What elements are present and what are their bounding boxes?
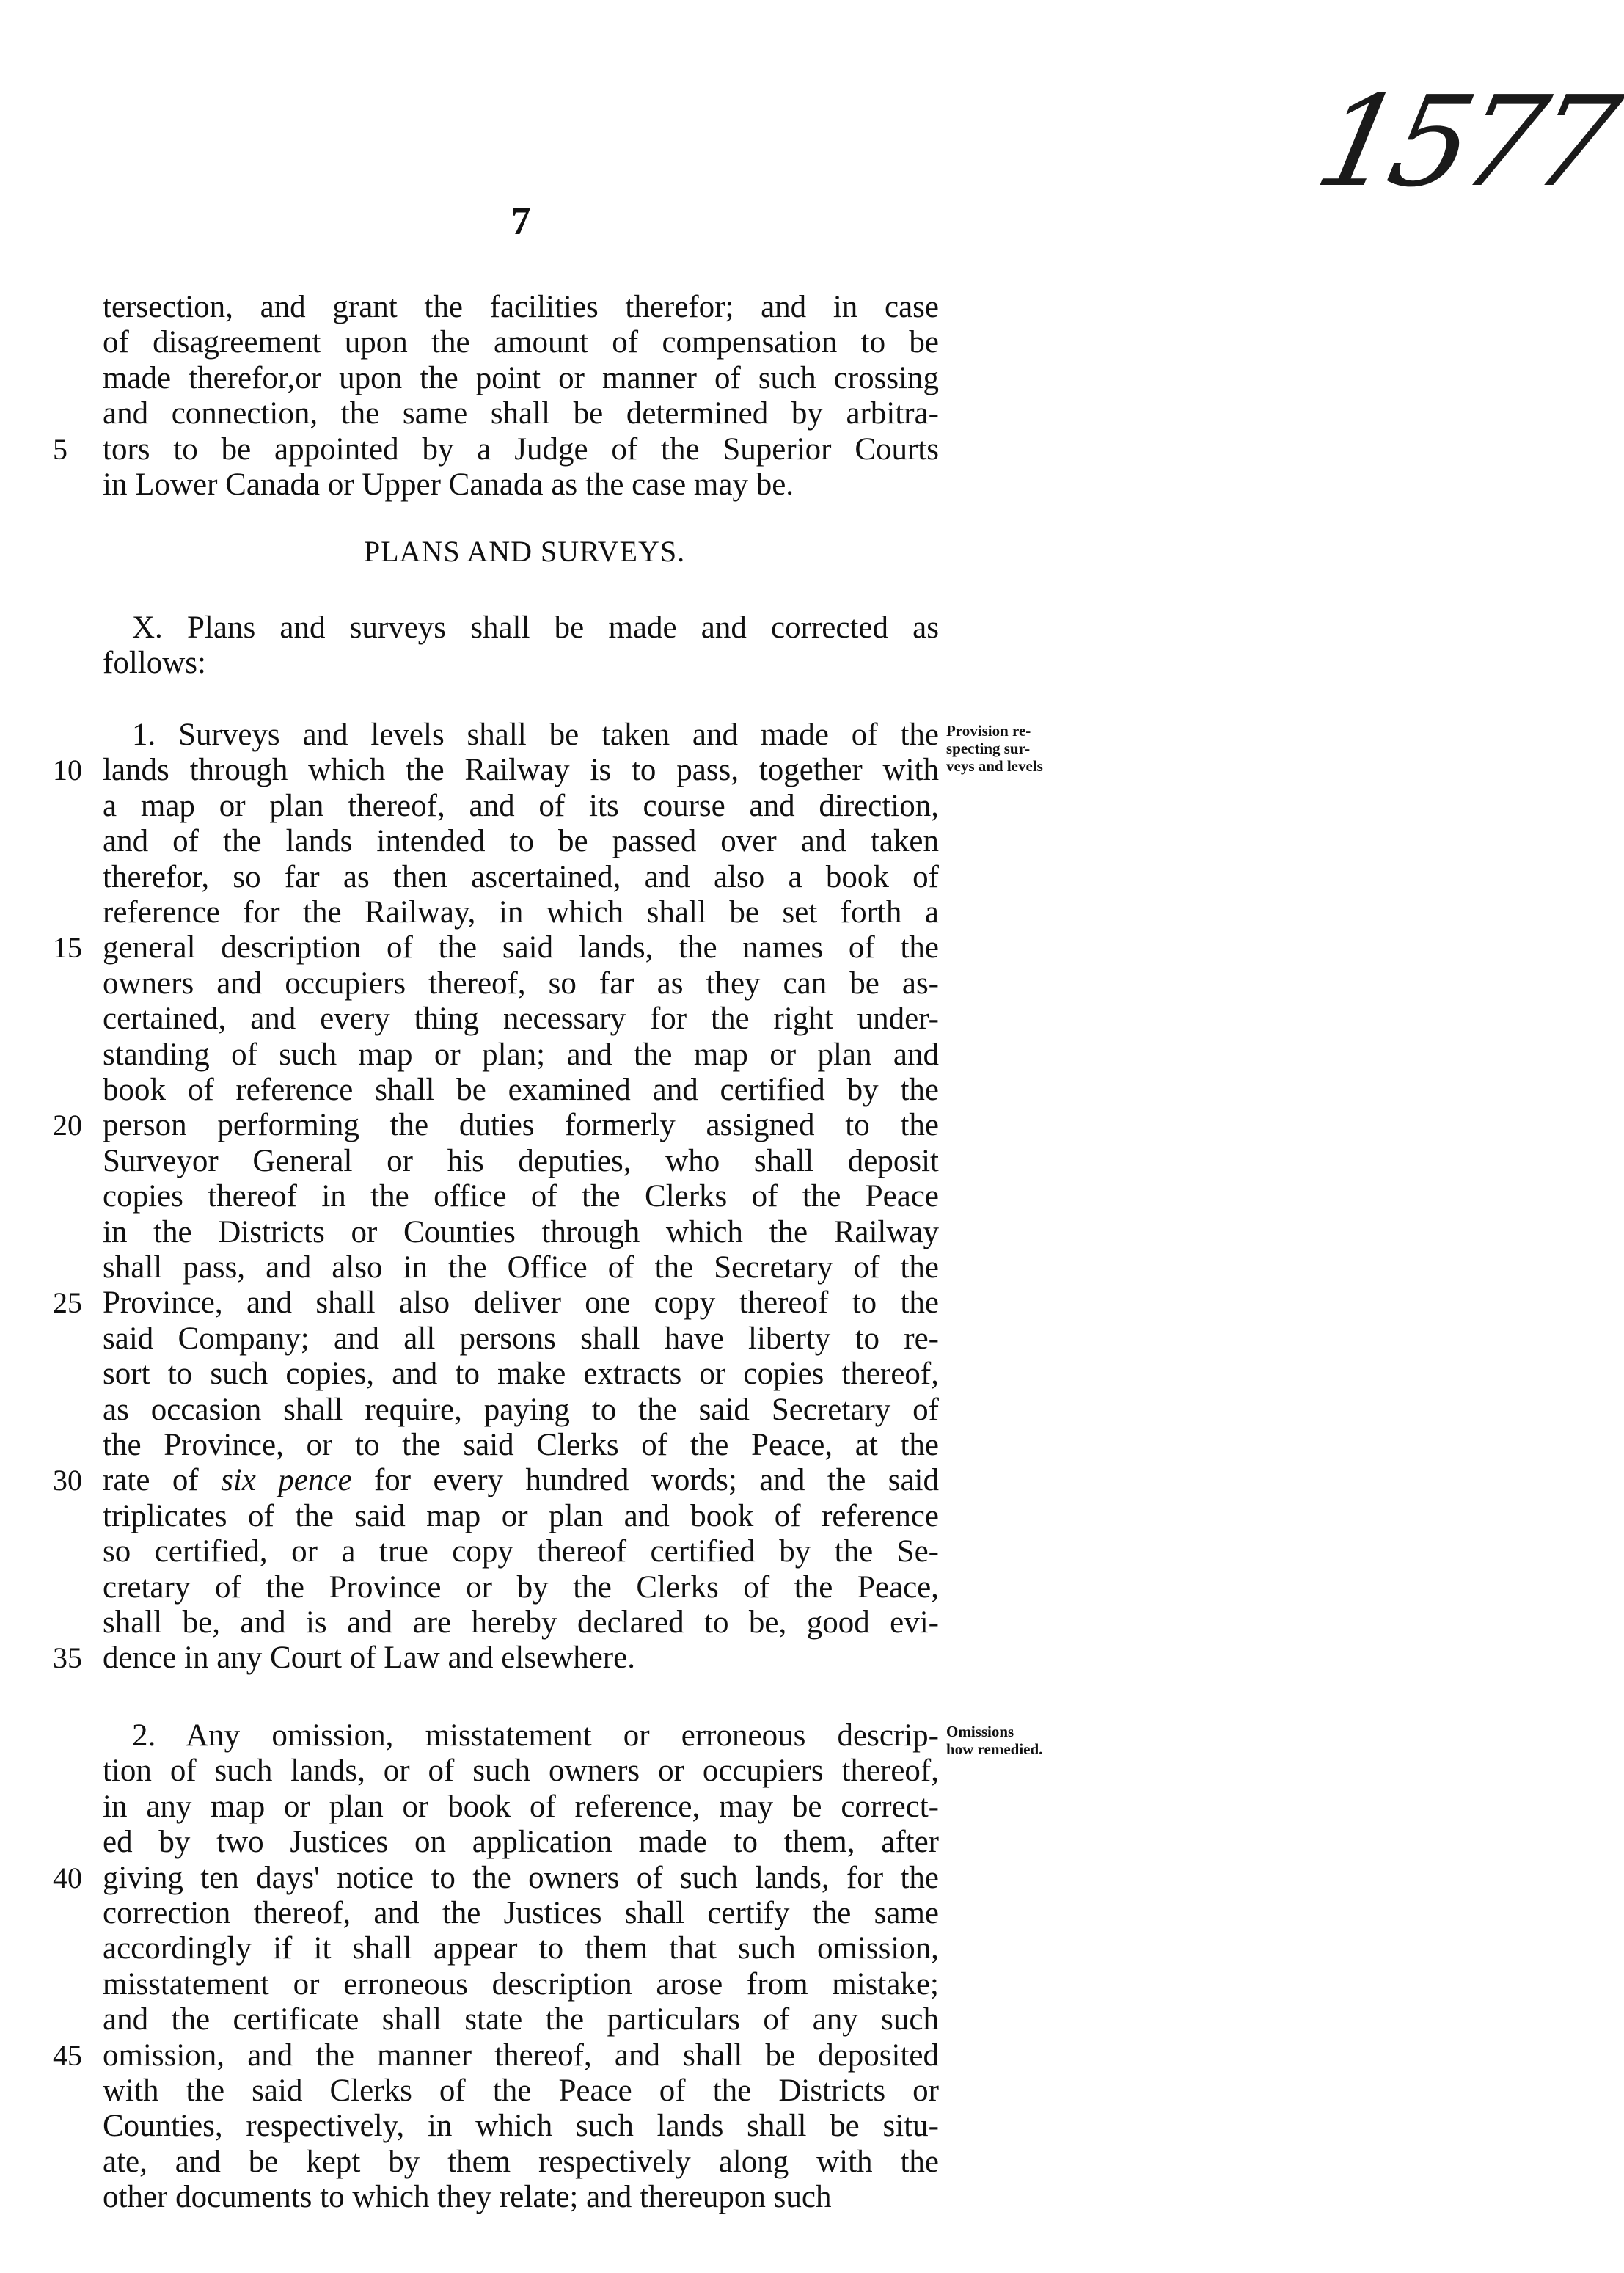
line-number: 45: [53, 2039, 82, 2072]
line-number: 5: [53, 433, 67, 466]
text-line: omission, and the manner thereof, and shall be deposited: [103, 2038, 939, 2073]
text-line: triplicates of the said map or plan and book of reference: [103, 1499, 939, 1533]
text-line: in the Districts or Counties through which the Railway: [103, 1215, 939, 1249]
line-number: 30: [53, 1464, 82, 1497]
text-line: owners and occupiers thereof, so far as they can be as-: [103, 966, 939, 1001]
text-line: and the certificate shall state the particulars of any such: [103, 2002, 939, 2037]
line-number: 15: [53, 931, 82, 964]
text-line: cretary of the Province or by the Clerks of the Peace,: [103, 1570, 939, 1605]
line-number: 35: [53, 1641, 82, 1674]
text-line: therefor, so far as then ascertained, and also a book of: [103, 860, 939, 894]
text-line: person performing the duties formerly assigned to the: [103, 1108, 939, 1142]
text-line: follows:: [103, 646, 206, 680]
text-line: made therefor,or upon the point or manner of such crossing: [103, 361, 939, 395]
text-line: book of reference shall be examined and certified by the: [103, 1073, 939, 1107]
section-heading: PLANS AND SURVEYS.: [363, 535, 686, 568]
text-line: copies thereof in the office of the Clerks of the Peace: [103, 1179, 939, 1214]
text-line: in Lower Canada or Upper Canada as the case may be.: [103, 467, 794, 502]
text-line: tion of such lands, or of such owners or occupiers thereof,: [103, 1754, 939, 1788]
text-line: tersection, and grant the facilities therefor; and in case: [103, 290, 939, 324]
text-line: a map or plan thereof, and of its course and direction,: [103, 789, 939, 823]
text-line: standing of such map or plan; and the map or plan and: [103, 1037, 939, 1072]
text-line: accordingly if it shall appear to them that such omission,: [103, 1931, 939, 1966]
text-line: Surveyor General or his deputies, who shall deposit: [103, 1144, 939, 1178]
margin-note-line: specting sur-: [946, 740, 1031, 757]
margin-note-surveys: [946, 722, 1122, 775]
text-line: and of the lands intended to be passed over and taken: [103, 824, 939, 858]
text-line: misstatement or erroneous description arose from mistake;: [103, 1967, 939, 2002]
text-line: sort to such copies, and to make extracts or copies thereof,: [103, 1357, 939, 1391]
text-line: Province, and shall also deliver one copy thereof to the: [103, 1285, 939, 1320]
text-line: shall pass, and also in the Office of the Secretary of the: [103, 1250, 939, 1285]
margin-note-omissions: [946, 1723, 1122, 1758]
text-line: giving ten days' notice to the owners of such lands, for the: [103, 1861, 939, 1895]
text-line: certained, and every thing necessary for the right under-: [103, 1001, 939, 1036]
text-line: as occasion shall require, paying to the said Secretary of: [103, 1393, 939, 1427]
margin-note-line: how remedied.: [946, 1740, 1043, 1758]
text-line: lands through which the Railway is to pass, together with: [103, 753, 939, 787]
text-line: said Company; and all persons shall have liberty to re-: [103, 1321, 939, 1356]
text-line: so certified, or a true copy thereof certified by the Se-: [103, 1534, 939, 1569]
page-number: 7: [511, 199, 531, 243]
text-line: other documents to which they relate; and thereupon such: [103, 2180, 832, 2214]
margin-note-line: veys and levels: [946, 757, 1043, 775]
text-line: in any map or plan or book of reference, may be correct-: [103, 1789, 939, 1824]
text-line: with the said Clerks of the Peace of the Districts or: [103, 2073, 939, 2108]
line-number: 10: [53, 754, 82, 787]
text-line: tors to be appointed by a Judge of the Superior Courts: [103, 432, 939, 467]
text-line: rate of six pence for every hundred words; and the said: [103, 1463, 939, 1497]
handwritten-page-note: 1577: [1304, 70, 1624, 215]
text-line: correction thereof, and the Justices shall certify the same: [103, 1896, 939, 1930]
text-line: ed by two Justices on application made to them, after: [103, 1825, 939, 1859]
text-line: reference for the Railway, in which shall be set forth a: [103, 895, 939, 930]
line-number: 20: [53, 1109, 82, 1142]
text-line: Counties, respectively, in which such lands shall be situ-: [103, 2109, 939, 2143]
text-line: shall be, and is and are hereby declared to be, good evi-: [103, 1605, 939, 1640]
text-line: 1. Surveys and levels shall be taken and made of the: [132, 718, 939, 752]
line-number: 40: [53, 1861, 82, 1894]
text-line: 2. Any omission, misstatement or erroneous descrip-: [132, 1718, 939, 1753]
text-line: X. Plans and surveys shall be made and corrected as: [132, 610, 939, 645]
line-number: 25: [53, 1286, 82, 1319]
text-line: ate, and be kept by them respectively along with the: [103, 2145, 939, 2179]
text-line: and connection, the same shall be determined by arbitra-: [103, 396, 939, 431]
text-line: general description of the said lands, the names of the: [103, 930, 939, 965]
text-line: dence in any Court of Law and elsewhere.: [103, 1641, 635, 1675]
margin-note-line: Provision re-: [946, 722, 1031, 740]
margin-note-line: Omissions: [946, 1723, 1014, 1740]
text-line: of disagreement upon the amount of compensation to be: [103, 325, 939, 360]
text-line: the Province, or to the said Clerks of the Peace, at the: [103, 1428, 939, 1462]
